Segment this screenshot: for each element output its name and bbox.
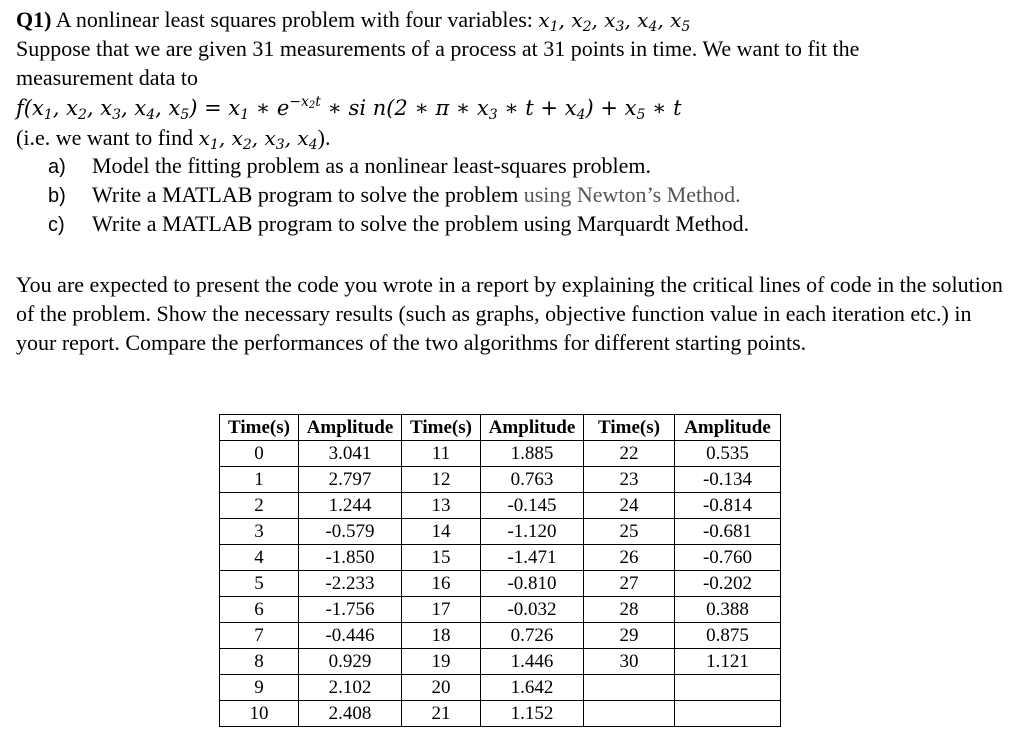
time-cell: 19 (402, 649, 481, 675)
header-amplitude-2: Amplitude (481, 415, 584, 441)
amplitude-cell: 0.535 (675, 441, 781, 467)
time-cell: 3 (220, 519, 299, 545)
time-cell: 30 (584, 649, 675, 675)
time-cell: 26 (584, 545, 675, 571)
amplitude-cell: 1.121 (675, 649, 781, 675)
time-cell: 0 (220, 441, 299, 467)
model-formula: $f(x_1$, $x_2$, $x_3$, $x_4$, $x_5) = x_1$ ∗ $e^{-x_2t}$ ∗ si n(2 ∗ π ∗ $x_3$ ∗ $t + x_4) + x_5$ ∗ t (16, 94, 682, 123)
time-cell (584, 701, 675, 727)
time-cell: 2 (220, 493, 299, 519)
question-line-2: Suppose that we are given 31 measurements of a process at 31 points in time. We want to fit the (16, 36, 860, 61)
time-cell: 15 (402, 545, 481, 571)
amplitude-cell: -0.681 (675, 519, 781, 545)
table-row (220, 493, 781, 519)
amplitude-cell: 2.797 (299, 467, 402, 493)
amplitude-cell: -0.145 (481, 493, 584, 519)
time-cell: 14 (402, 519, 481, 545)
task-c-marker: c) (48, 214, 65, 236)
time-cell: 5 (220, 571, 299, 597)
table-row (220, 441, 781, 467)
time-cell: 21 (402, 701, 481, 727)
header-time-3: Time(s) (584, 415, 675, 441)
header-time-2: Time(s) (402, 415, 481, 441)
time-cell: 6 (220, 597, 299, 623)
time-cell (584, 675, 675, 701)
time-cell: 11 (402, 441, 481, 467)
table-row (220, 545, 781, 571)
amplitude-cell: -1.471 (481, 545, 584, 571)
task-c (48, 210, 749, 239)
amplitude-cell: -2.233 (299, 571, 402, 597)
time-cell: 24 (584, 493, 675, 519)
time-cell: 20 (402, 675, 481, 701)
task-a-text: Model the fitting problem as a nonlinear least-squares problem. (92, 153, 652, 178)
task-a (48, 152, 651, 181)
header-amplitude-3: Amplitude (675, 415, 781, 441)
ie-suffix: ). (317, 125, 331, 150)
amplitude-cell: 0.388 (675, 597, 781, 623)
time-cell: 8 (220, 649, 299, 675)
time-cell: 17 (402, 597, 481, 623)
header-time-1: Time(s) (220, 415, 299, 441)
task-b (48, 181, 741, 210)
amplitude-cell: 0.929 (299, 649, 402, 675)
question-label: Q1) (16, 7, 52, 32)
time-cell: 4 (220, 545, 299, 571)
amplitude-cell: -1.756 (299, 597, 402, 623)
amplitude-cell: -0.810 (481, 571, 584, 597)
ie-variables: $x_1$, $x_2$, $x_3$, $x_4$ (198, 126, 318, 153)
time-cell: 12 (402, 467, 481, 493)
task-b-text-method: using Newton’s Method. (523, 182, 741, 207)
time-cell: 23 (584, 467, 675, 493)
question-heading (16, 6, 690, 34)
table-row (220, 467, 781, 493)
time-cell: 27 (584, 571, 675, 597)
amplitude-cell: -1.850 (299, 545, 402, 571)
ie-line (16, 124, 330, 152)
time-cell: 10 (220, 701, 299, 727)
amplitude-cell: -0.760 (675, 545, 781, 571)
task-c-text: Write a MATLAB program to solve the problem using Marquardt Method. (92, 211, 750, 236)
amplitude-cell: -1.120 (481, 519, 584, 545)
time-cell: 1 (220, 467, 299, 493)
instructions-paragraph: You are expected to present the code you wrote in a report by explaining the critical lines of code in the solution of the problem. Show the necessary results (such as graphs, objective function value in each iteration etc.) in your report. Compare the performances of the two algorithms for different starting points. (16, 272, 1003, 355)
amplitude-cell: 0.726 (481, 623, 584, 649)
amplitude-cell (675, 701, 781, 727)
amplitude-cell (675, 675, 781, 701)
amplitude-cell: -0.202 (675, 571, 781, 597)
time-cell: 7 (220, 623, 299, 649)
time-cell: 22 (584, 441, 675, 467)
header-amplitude-1: Amplitude (299, 415, 402, 441)
ie-prefix: (i.e. we want to find (16, 125, 194, 150)
amplitude-cell: -0.814 (675, 493, 781, 519)
amplitude-cell: 1.642 (481, 675, 584, 701)
amplitude-cell: 2.408 (299, 701, 402, 727)
table-row (220, 519, 781, 545)
table-row (220, 675, 781, 701)
table-row (220, 597, 781, 623)
time-cell: 25 (584, 519, 675, 545)
table-row (220, 701, 781, 727)
table-header-row (220, 415, 781, 441)
amplitude-cell: -0.446 (299, 623, 402, 649)
time-cell: 28 (584, 597, 675, 623)
variable-list: $x_1$, $x_2$, $x_3$, $x_4$, $x_5$ (538, 8, 691, 35)
amplitude-cell: 1.446 (481, 649, 584, 675)
time-cell: 16 (402, 571, 481, 597)
amplitude-cell: 3.041 (299, 441, 402, 467)
amplitude-cell: -0.579 (299, 519, 402, 545)
question-line-3: measurement data to (16, 65, 199, 90)
measurement-table (219, 414, 781, 727)
time-cell: 29 (584, 623, 675, 649)
table-row (220, 571, 781, 597)
amplitude-cell: 1.885 (481, 441, 584, 467)
time-cell: 9 (220, 675, 299, 701)
amplitude-cell: 0.875 (675, 623, 781, 649)
task-b-text: Write a MATLAB program to solve the problem (92, 182, 524, 207)
task-b-marker: b) (48, 185, 66, 207)
time-cell: 13 (402, 493, 481, 519)
question-intro: A nonlinear least squares problem with four variables: (55, 7, 533, 32)
amplitude-cell: 1.244 (299, 493, 402, 519)
amplitude-cell: 1.152 (481, 701, 584, 727)
amplitude-cell: 0.763 (481, 467, 584, 493)
table-row (220, 649, 781, 675)
amplitude-cell: 2.102 (299, 675, 402, 701)
amplitude-cell: -0.134 (675, 467, 781, 493)
task-a-marker: a) (48, 156, 66, 178)
table-row (220, 623, 781, 649)
time-cell: 18 (402, 623, 481, 649)
amplitude-cell: -0.032 (481, 597, 584, 623)
